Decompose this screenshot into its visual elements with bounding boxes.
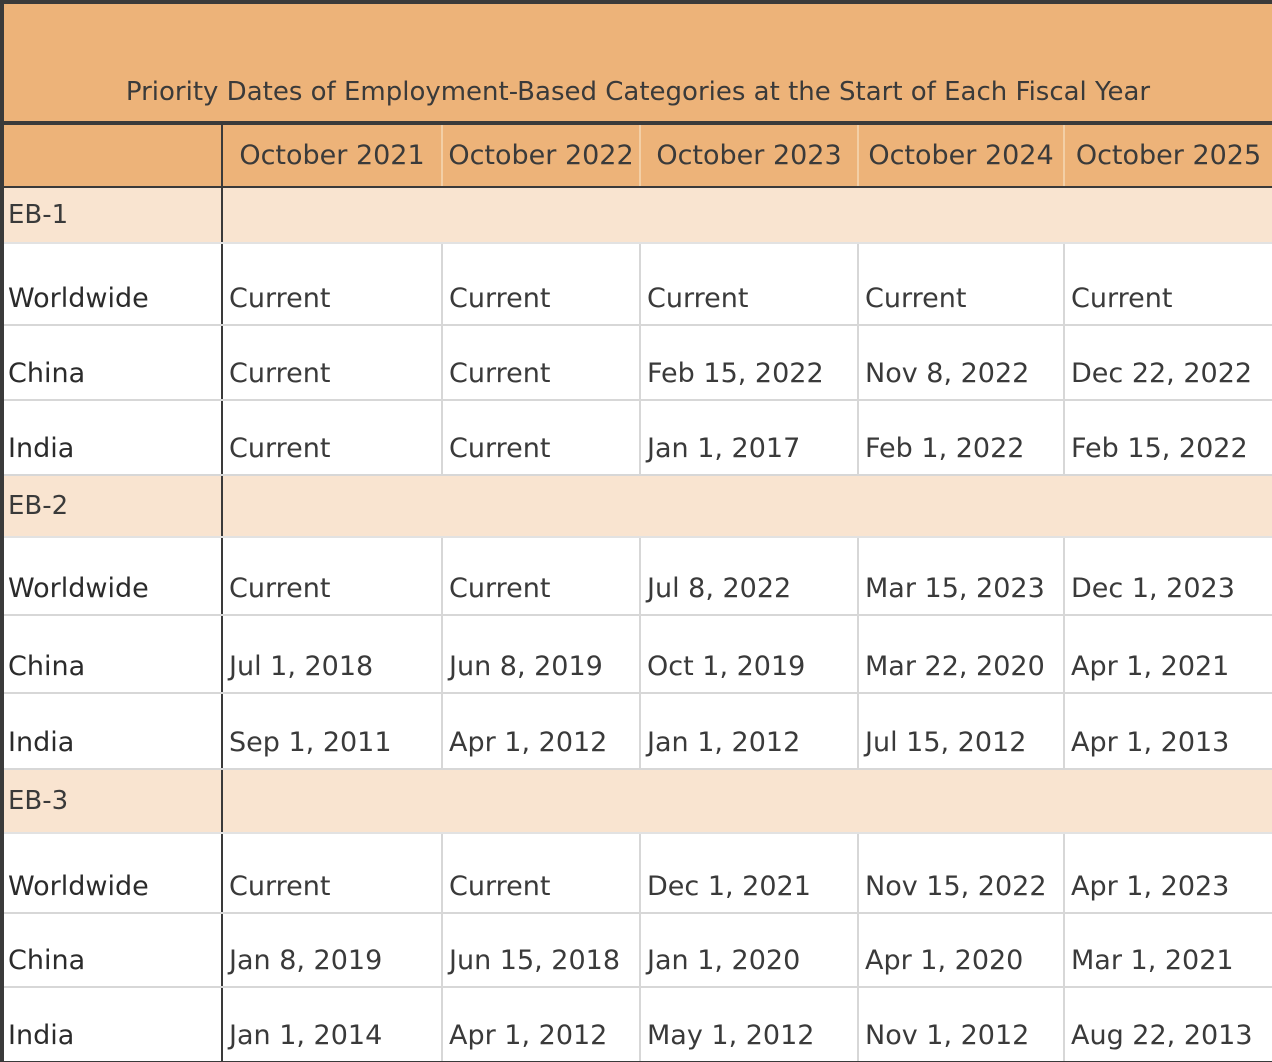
table-cell: Mar 22, 2020 <box>858 615 1064 693</box>
table-cell: Jul 1, 2018 <box>222 615 442 693</box>
column-header-row <box>4 125 1272 187</box>
table-cell: Current <box>442 833 640 913</box>
table-row <box>4 913 1272 987</box>
column-header: October 2022 <box>442 125 640 187</box>
row-label: China <box>4 913 222 987</box>
table-cell: Feb 15, 2022 <box>640 325 858 400</box>
group-row-eb-3 <box>4 769 1272 833</box>
table-cell: Current <box>442 400 640 475</box>
table-cell: Apr 1, 2012 <box>442 987 640 1061</box>
table-cell: Current <box>640 243 858 325</box>
row-label: Worldwide <box>4 833 222 913</box>
table-cell: Current <box>858 243 1064 325</box>
table-row <box>4 400 1272 475</box>
row-label: India <box>4 693 222 769</box>
table-cell: Jan 1, 2017 <box>640 400 858 475</box>
table-cell: Current <box>442 243 640 325</box>
table-cell: Oct 1, 2019 <box>640 615 858 693</box>
table-cell: Current <box>1064 243 1272 325</box>
table-cell: Sep 1, 2011 <box>222 693 442 769</box>
table-cell: Current <box>442 537 640 615</box>
column-header: October 2025 <box>1064 125 1272 187</box>
row-label: China <box>4 325 222 400</box>
group-fill <box>222 475 1272 537</box>
group-row-eb-2 <box>4 475 1272 537</box>
group-label: EB-2 <box>4 475 222 537</box>
table-cell: Apr 1, 2021 <box>1064 615 1272 693</box>
header-corner-cell <box>4 125 222 187</box>
table-cell: May 1, 2012 <box>640 987 858 1061</box>
group-fill <box>222 187 1272 243</box>
row-label: China <box>4 615 222 693</box>
group-row-eb-1 <box>4 187 1272 243</box>
table-cell: Current <box>222 325 442 400</box>
table-cell: Dec 22, 2022 <box>1064 325 1272 400</box>
table-cell: Current <box>222 400 442 475</box>
table-cell: Nov 8, 2022 <box>858 325 1064 400</box>
table-cell: Apr 1, 2023 <box>1064 833 1272 913</box>
table-cell: Dec 1, 2021 <box>640 833 858 913</box>
table-cell: Jun 8, 2019 <box>442 615 640 693</box>
table-row <box>4 693 1272 769</box>
column-header: October 2023 <box>640 125 858 187</box>
table-cell: Dec 1, 2023 <box>1064 537 1272 615</box>
table-cell: Feb 15, 2022 <box>1064 400 1272 475</box>
table-cell: Jul 15, 2012 <box>858 693 1064 769</box>
priority-dates-table <box>4 125 1272 1061</box>
row-label: India <box>4 987 222 1061</box>
table-cell: Jun 15, 2018 <box>442 913 640 987</box>
table-row <box>4 987 1272 1061</box>
table-title: Priority Dates of Employment-Based Categories at the Start of Each Fiscal Year <box>125 77 1151 107</box>
table-row <box>4 325 1272 400</box>
table-cell: Apr 1, 2020 <box>858 913 1064 987</box>
group-label: EB-3 <box>4 769 222 833</box>
column-header: October 2021 <box>222 125 442 187</box>
table-cell: Mar 15, 2023 <box>858 537 1064 615</box>
table-cell: Jan 1, 2014 <box>222 987 442 1061</box>
table-cell: Current <box>442 325 640 400</box>
table-cell: Jul 8, 2022 <box>640 537 858 615</box>
table-cell: Feb 1, 2022 <box>858 400 1064 475</box>
table-cell: Current <box>222 833 442 913</box>
table-cell: Current <box>222 243 442 325</box>
table-cell: Jan 8, 2019 <box>222 913 442 987</box>
table-row <box>4 243 1272 325</box>
table-cell: Apr 1, 2012 <box>442 693 640 769</box>
table-cell: Aug 22, 2013 <box>1064 987 1272 1061</box>
group-label: EB-1 <box>4 187 222 243</box>
table-title-bar <box>4 4 1272 125</box>
table-row <box>4 833 1272 913</box>
table-cell: Jan 1, 2020 <box>640 913 858 987</box>
column-header: October 2024 <box>858 125 1064 187</box>
table-row <box>4 537 1272 615</box>
table-cell: Mar 1, 2021 <box>1064 913 1272 987</box>
table-cell: Current <box>222 537 442 615</box>
table-cell: Nov 15, 2022 <box>858 833 1064 913</box>
table-cell: Apr 1, 2013 <box>1064 693 1272 769</box>
table-body <box>4 187 1272 1061</box>
group-fill <box>222 769 1272 833</box>
table-cell: Jan 1, 2012 <box>640 693 858 769</box>
row-label: Worldwide <box>4 243 222 325</box>
table-row <box>4 615 1272 693</box>
table-cell: Nov 1, 2012 <box>858 987 1064 1061</box>
row-label: Worldwide <box>4 537 222 615</box>
row-label: India <box>4 400 222 475</box>
